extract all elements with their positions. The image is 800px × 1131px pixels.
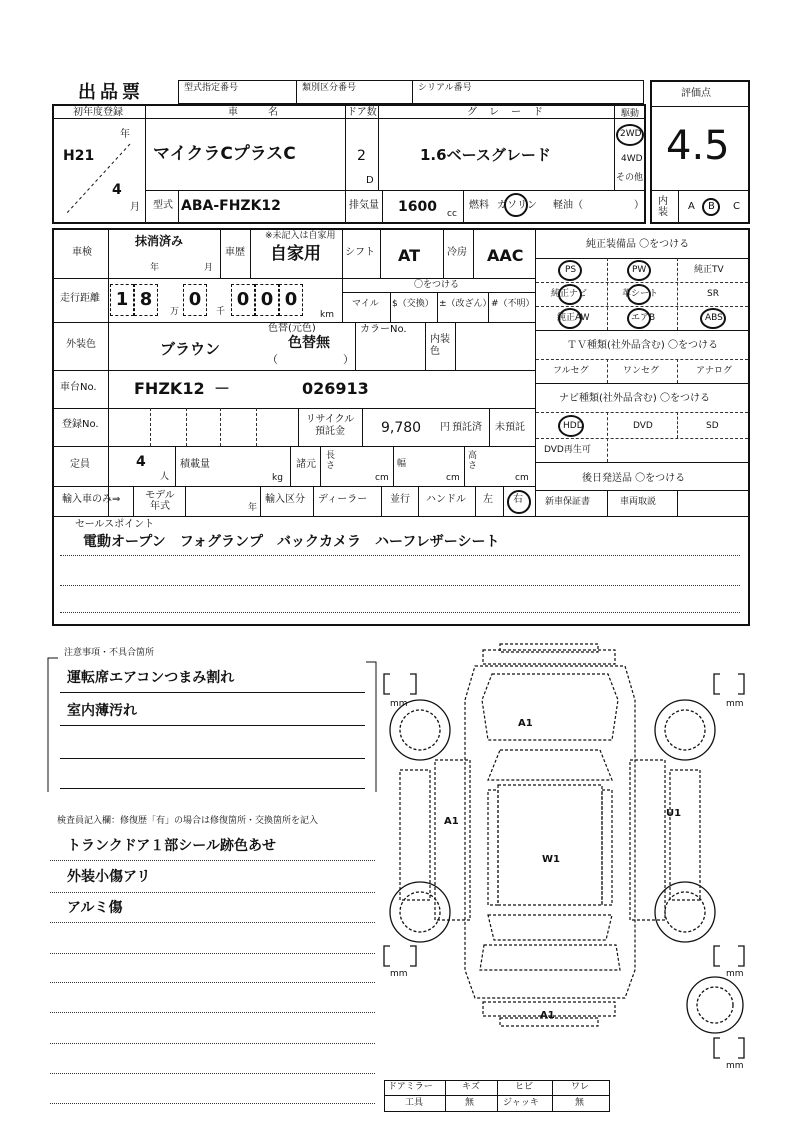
load-unit: kg: [272, 473, 283, 483]
later-manual: 車両取説: [620, 497, 657, 507]
capacity-label: 定員: [70, 459, 90, 470]
navi-dvd: DVD: [633, 421, 653, 431]
capacity-value: 4: [136, 454, 146, 470]
reg-month-suffix: 月: [130, 202, 140, 213]
serial-no-label: シリアル番号: [418, 83, 472, 93]
recycle-unpaid: 未預託: [495, 422, 525, 433]
inspector-line-3: アルミ傷: [67, 900, 123, 916]
mm-spare: mm: [726, 1061, 744, 1071]
regno-label: 登録No.: [62, 419, 99, 430]
shift-value: AT: [398, 246, 421, 265]
drive-2wd: 2WD: [620, 129, 642, 139]
chassis-dash: －: [214, 379, 231, 398]
history-value: 自家用: [270, 244, 321, 264]
mirror-r1: 工具: [405, 1098, 424, 1108]
inspection-label: 車検: [72, 247, 92, 258]
mirror-h1: ドアミラー: [388, 1082, 433, 1092]
mileage-opt-tamper: ±（改ざん）: [439, 299, 492, 309]
recycle-unit: 円: [440, 422, 450, 433]
navi-title: ナビ種類(社外品含む) 〇をつける: [559, 393, 710, 404]
color-label: 外装色: [66, 339, 96, 350]
displacement-label: 排気量: [349, 200, 379, 211]
equip-navi: 純正ナビ: [551, 289, 588, 299]
mileage-opt-exchange: $（交換）: [392, 299, 434, 309]
navi-sd: SD: [706, 421, 719, 431]
car-name-label: 車名: [228, 107, 308, 118]
type-no-label: 型式指定番号: [184, 83, 239, 93]
mirror-r2: 無: [465, 1098, 475, 1108]
odo-digit-4: 0: [231, 284, 255, 316]
mark-rear-a1: A1: [540, 1010, 555, 1021]
notes-line-1: 運転席エアコンつまみ割れ: [67, 670, 235, 686]
later-title: 後日発送品 〇をつける: [582, 473, 686, 484]
import-model-year: モデル年式: [145, 490, 175, 512]
dim-length-unit: cm: [375, 473, 389, 483]
import-handle: ハンドル: [426, 494, 466, 505]
dim-height-unit: cm: [515, 473, 529, 483]
import-left: 左: [483, 494, 493, 505]
id-number-row: [178, 80, 644, 104]
recycle-value: 9,780: [381, 420, 422, 436]
mirror-h2: キズ: [462, 1082, 480, 1092]
tv-analog: アナログ: [696, 366, 733, 376]
import-right: 右: [513, 494, 523, 505]
equip-pw: PW: [632, 265, 647, 275]
reg-era: H21: [63, 148, 95, 164]
equip-abs-circle: [700, 308, 726, 329]
displacement-unit: cc: [447, 209, 457, 219]
mm-front-right: mm: [726, 699, 744, 709]
chassis-prefix: FHZK12: [134, 379, 205, 398]
doors-label: ドア数: [347, 107, 377, 118]
import-right-circle: [507, 490, 531, 514]
score-value: 4.5: [666, 123, 730, 169]
interior-grade-a: A: [688, 201, 695, 212]
drive-2wd-circle: [616, 124, 644, 146]
load-label: 積載量: [180, 459, 210, 470]
equip-navi-circle: [558, 284, 582, 305]
odo-digit-5: 0: [255, 284, 279, 316]
capacity-unit: 人: [160, 472, 170, 482]
import-dealer: ディーラー: [318, 494, 368, 505]
recycle-paid: 預託済: [452, 422, 482, 433]
model-value: ABA-FHZK12: [181, 198, 281, 214]
fuel-label: 燃料: [469, 200, 489, 211]
equip-leather: 革シート: [622, 289, 659, 299]
equip-sr: SR: [707, 289, 719, 299]
odo-sen: 千: [216, 307, 226, 317]
mark-right-u1: U1: [666, 808, 682, 819]
import-only: 輸入車のみ⇒: [62, 494, 121, 505]
light-oil-close: ）: [634, 200, 644, 211]
chassis-number: 026913: [302, 379, 369, 398]
drive-4wd: 4WD: [621, 154, 643, 164]
color-paren-open: （: [267, 353, 278, 366]
equip-ps-circle: [558, 260, 582, 281]
inspector-line-2: 外装小傷アリ: [67, 869, 151, 885]
mm-rear-left: mm: [390, 969, 408, 979]
displacement-value: 1600: [398, 199, 437, 215]
notes-line-2: 室内薄汚れ: [67, 703, 137, 719]
odo-digit-2: 8: [134, 284, 158, 316]
interior-grade-circle: [702, 198, 720, 216]
dim-label: 諸元: [296, 459, 316, 470]
score-label: 評価点: [681, 88, 711, 99]
inspector-label: 検査員記入欄：修復歴「有」の場合は修復箇所・交換箇所を記入: [57, 816, 319, 826]
equip-aw-circle: [558, 308, 582, 329]
history-note: ※未記入は自家用: [265, 231, 336, 241]
odo-digit-1: 1: [110, 284, 134, 316]
class-no-label: 類別区分番号: [302, 83, 357, 93]
mileage-circle-note: 〇をつける: [414, 280, 460, 290]
grade-value: 1.6ベースグレード: [420, 146, 551, 164]
odo-digit-3: 0: [183, 284, 207, 316]
reg-label: 初年度登録: [73, 107, 123, 118]
tv-fullseg: フルセグ: [553, 366, 589, 376]
interior-grade-b: B: [708, 201, 715, 212]
equip-tv: 純正TV: [694, 265, 724, 275]
drive-label: 駆動: [621, 109, 640, 119]
equip-airbag: エアB: [631, 313, 656, 323]
mirror-r3: ジャッキ: [503, 1098, 539, 1108]
shift-label: シフト: [345, 247, 375, 258]
inspector-line-1: トランクドア１部シール跡色あせ: [67, 838, 277, 854]
inspection-year: 年: [150, 263, 160, 273]
reg-year-suffix: 年: [120, 129, 130, 140]
mm-front-left: mm: [390, 699, 408, 709]
dim-width-unit: cm: [446, 473, 460, 483]
equip-title: 純正装備品 〇をつける: [586, 239, 690, 250]
navi-hdd: HDD: [563, 421, 584, 431]
grade-label: グレード: [467, 107, 555, 118]
mileage-opt-unknown: #（不明）: [491, 299, 535, 309]
form-title: 出品票: [78, 82, 144, 103]
color-no-label: カラーNo.: [360, 324, 407, 335]
color-value: ブラウン: [160, 340, 221, 358]
navi-hdd-circle: [558, 415, 584, 437]
reg-month: 4: [112, 182, 122, 198]
recycle-label: リサイクル預託金: [305, 414, 355, 437]
color-paren-close: ）: [343, 353, 354, 366]
mark-roof-w1: W1: [542, 854, 560, 865]
doors-value: 2: [357, 148, 366, 164]
interior-label: 内装: [658, 196, 668, 218]
int-color-label: 内装色: [430, 334, 450, 357]
fuel-value: ガソリン: [497, 200, 537, 211]
mirror-r4: 無: [575, 1098, 585, 1108]
ac-value: AAC: [487, 246, 524, 265]
model-label: 型式: [153, 200, 173, 211]
mirror-h3: ヒビ: [515, 1082, 534, 1092]
equip-airbag-circle: [627, 308, 651, 329]
notes-label: 注意事項・不具合箇所: [64, 648, 155, 658]
odo-man: 万: [170, 307, 180, 317]
dim-length-label: 長さ: [326, 451, 336, 471]
navi-dvd-play: DVD再生可: [544, 445, 591, 455]
drive-other: その他: [616, 173, 644, 183]
odo-km: km: [320, 310, 334, 320]
odo-digit-6: 0: [279, 284, 303, 316]
mark-left-a1: A1: [444, 816, 459, 827]
mileage-opt-mile: マイル: [352, 299, 379, 309]
door-type: D: [366, 175, 374, 186]
inspection-value: 抹消済み: [135, 234, 184, 248]
color-change-value: 色替無: [288, 335, 330, 351]
later-warranty: 新車保証書: [545, 497, 591, 507]
equip-abs: ABS: [705, 313, 723, 323]
equip-leather-circle: [627, 284, 651, 305]
inspection-month: 月: [204, 263, 214, 273]
mileage-label: 走行距離: [60, 293, 100, 304]
equip-pw-circle: [627, 260, 651, 281]
chassis-label: 車台No.: [60, 382, 97, 393]
equip-aw: 純正AW: [557, 313, 590, 323]
reg-slash: [60, 140, 140, 220]
car-damage-diagram: [380, 640, 760, 1071]
ac-label: 冷房: [447, 247, 467, 258]
fuel-circle: [504, 193, 528, 217]
light-oil-label: 軽油（: [553, 200, 583, 211]
import-year: 年: [248, 503, 258, 513]
interior-grade-c: C: [733, 201, 740, 212]
color-change-label: 色替(元色): [268, 323, 316, 334]
mark-front-a1: A1: [518, 718, 533, 729]
history-label: 車歴: [225, 247, 245, 258]
tv-title: ＴＶ種類(社外品含む) 〇をつける: [567, 340, 718, 351]
tv-oneseg: ワンセグ: [623, 366, 660, 376]
import-cat-label: 輸入区分: [265, 494, 305, 505]
sales-text: 電動オープン フォグランプ バックカメラ ハーフレザーシート: [83, 534, 500, 550]
equip-ps: PS: [565, 265, 577, 275]
car-name: マイクラCプラスC: [153, 144, 296, 164]
import-parallel: 並行: [390, 494, 410, 505]
mirror-h4: ワレ: [571, 1082, 590, 1092]
dim-height-label: 高さ: [468, 451, 478, 471]
sales-label: セールスポイント: [75, 519, 155, 530]
dim-width-label: 幅: [397, 459, 407, 469]
mm-rear-right: mm: [726, 969, 744, 979]
